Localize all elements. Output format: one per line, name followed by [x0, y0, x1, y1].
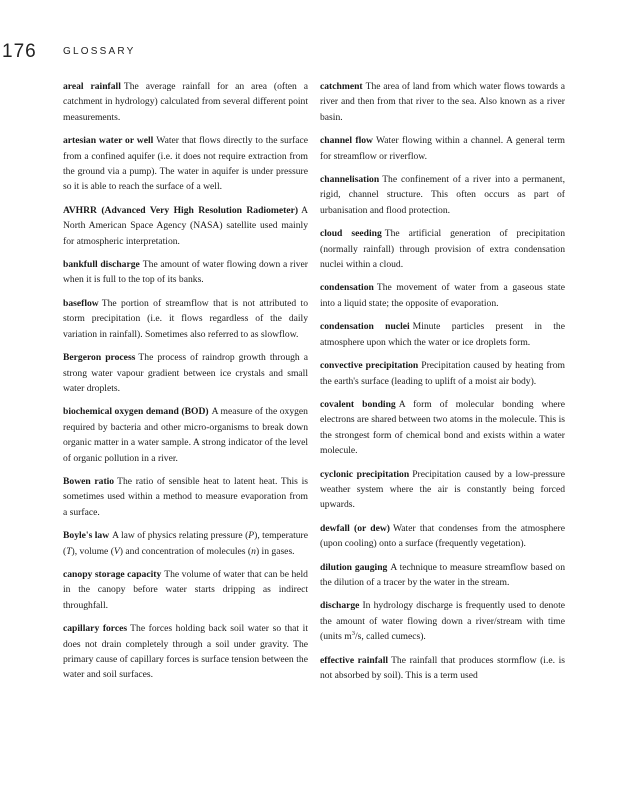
glossary-definition: Water that flows directly to the surface from a confined aquifer (i.e. it does not require extraction from the ground via a pump). The water in aquifer is under pressure so it is able to reach the surface of a well.	[63, 135, 309, 193]
glossary-entry	[63, 567, 308, 613]
glossary-definition: The volume of water that can be held in the canopy before water starts dripping as indirect throughfall.	[63, 568, 308, 611]
glossary-term: areal rainfall	[63, 81, 121, 92]
glossary-term: dewfall (or dew)	[320, 522, 391, 534]
glossary-definition: A North American Space Agency (NASA) satellite used mainly for atmospheric interpretation.	[63, 204, 308, 247]
glossary-term: effective rainfall	[320, 654, 389, 666]
glossary-definition: The ratio of sensible heat to latent heat. This is sometimes used within a method to measure evaporation from a surface.	[63, 475, 308, 518]
glossary-term: channel flow	[320, 135, 373, 147]
glossary-definition: The forces holding back soil water so that it does not drain completely through a soil under gravity. The primary cause of capillary forces is surface tension between the water and soil surfaces.	[63, 623, 308, 681]
glossary-definition: A law of physics relating pressure (P), temperature (T), volume (V) and concentration of molecules (n) in gases.	[63, 530, 308, 557]
glossary-term: Bowen ratio	[63, 475, 115, 487]
glossary-entry	[320, 280, 565, 311]
glossary-entry	[63, 296, 308, 342]
glossary-term: AVHRR (Advanced Very High Resolution Radiometer)	[63, 204, 299, 216]
glossary-term: discharge	[320, 600, 360, 612]
glossary-entry	[63, 203, 308, 249]
glossary-term: cloud seeding	[320, 228, 382, 240]
section-title: GLOSSARY	[63, 46, 136, 57]
glossary-definition: Precipitation caused by heating from the earth's surface (leading to uplift of a moist air body).	[320, 360, 565, 387]
glossary-definition: Precipitation caused by a low-pressure weather system where the air is constantly being forced upwards.	[320, 468, 566, 511]
glossary-definition: A technique to measure streamflow based on the dilution of a tracer by the water in the stream.	[320, 561, 565, 588]
glossary-definition: A form of molecular bonding where electrons are shared between two atoms in the molecule. This is the strongest form of chemical bond and exists within a water molecule.	[320, 398, 565, 457]
glossary-entry	[320, 133, 565, 164]
glossary-entry	[63, 79, 308, 125]
glossary-definition: The movement of water from a gaseous state into a liquid state; the opposite of evaporation.	[320, 282, 565, 309]
glossary-entry	[320, 653, 565, 684]
glossary-term: baseflow	[63, 297, 99, 309]
page-number: 176	[2, 41, 37, 62]
glossary-term: condensation	[320, 282, 374, 294]
glossary-entry	[320, 467, 565, 513]
glossary-entry	[320, 319, 565, 350]
glossary-definition: The confinement of a river into a permanent, rigid, channel structure. This often occurs as part of urbanisation and flood protection.	[320, 174, 565, 216]
glossary-definition: The amount of water flowing down a river when it is full to the top of its banks.	[63, 259, 308, 286]
glossary-term: canopy storage capacity	[63, 568, 162, 580]
right-column	[320, 79, 565, 691]
glossary-definition: The portion of streamflow that is not attributed to storm precipitation (i.e. it flows regardless of the daily variation in rainfall). Sometimes also referred to as slowflow.	[63, 297, 308, 340]
glossary-definition: Water flowing within a channel. A general term for streamflow or riverflow.	[320, 135, 565, 162]
glossary-term: channelisation	[320, 174, 380, 186]
glossary-term: covalent bonding	[320, 398, 396, 410]
glossary-definition: A measure of the oxygen required by bacteria and other micro-organisms to break down organic matter in a water sample. A strong indicator of the level of organic pollution in a river.	[63, 406, 308, 464]
glossary-entry	[320, 358, 565, 389]
left-column	[63, 79, 308, 691]
glossary-entry	[63, 474, 308, 520]
glossary-term: cyclonic precipitation	[320, 468, 410, 480]
glossary-term: dilution gauging	[320, 561, 388, 573]
glossary-term: capillary forces	[63, 623, 128, 635]
glossary-term: condensation nuclei	[320, 321, 410, 333]
glossary-definition: In hydrology discharge is frequently used to denote the amount of water flowing down a river/stream with time (units $m^3/s$, called cumecs).	[320, 600, 565, 643]
glossary-definition: Minute particles present in the atmosphere upon which the water or ice droplets form.	[320, 321, 565, 348]
glossary-entry	[63, 404, 308, 466]
glossary-term: Boyle's law	[63, 530, 110, 542]
glossary-entry	[320, 598, 565, 644]
glossary-entry	[63, 350, 308, 396]
glossary-term: biochemical oxygen demand (BOD)	[63, 406, 209, 418]
glossary-definition: The area of land from which water flows towards a river and then from that river to the sea. Also known as a river basin.	[320, 81, 565, 123]
glossary-definition: The artificial generation of precipitation (normally rainfall) through provision of extra condensation nuclei within a cloud.	[320, 228, 565, 271]
glossary-term: convective precipitation	[320, 360, 419, 372]
glossary-term: Bergeron process	[63, 352, 136, 364]
glossary-term: catchment	[320, 81, 363, 92]
glossary-entry	[320, 560, 565, 591]
glossary-entry	[320, 79, 565, 125]
glossary-definition: The average rainfall for an area (often a catchment in hydrology) calculated from several different point measurements.	[63, 81, 308, 123]
glossary-entry	[63, 621, 308, 683]
glossary-entry	[63, 257, 308, 288]
glossary-entry	[320, 397, 565, 459]
glossary-entry	[320, 521, 565, 552]
glossary-term: artesian water or well	[63, 135, 154, 147]
glossary-entry	[320, 172, 565, 218]
glossary-definition: Water that condenses from the atmosphere (upon cooling) onto a surface (frequently vegetation).	[320, 522, 566, 550]
glossary-term: bankfull discharge	[63, 259, 140, 271]
glossary-entry	[63, 528, 308, 559]
glossary-entry	[63, 133, 308, 195]
glossary-definition: The rainfall that produces stormflow (i.e. is not absorbed by soil). This is a term used	[320, 654, 566, 681]
glossary-definition: The process of raindrop growth through a strong water vapour gradient between ice crystals and small water droplets.	[63, 352, 308, 394]
glossary-entry	[320, 226, 565, 272]
